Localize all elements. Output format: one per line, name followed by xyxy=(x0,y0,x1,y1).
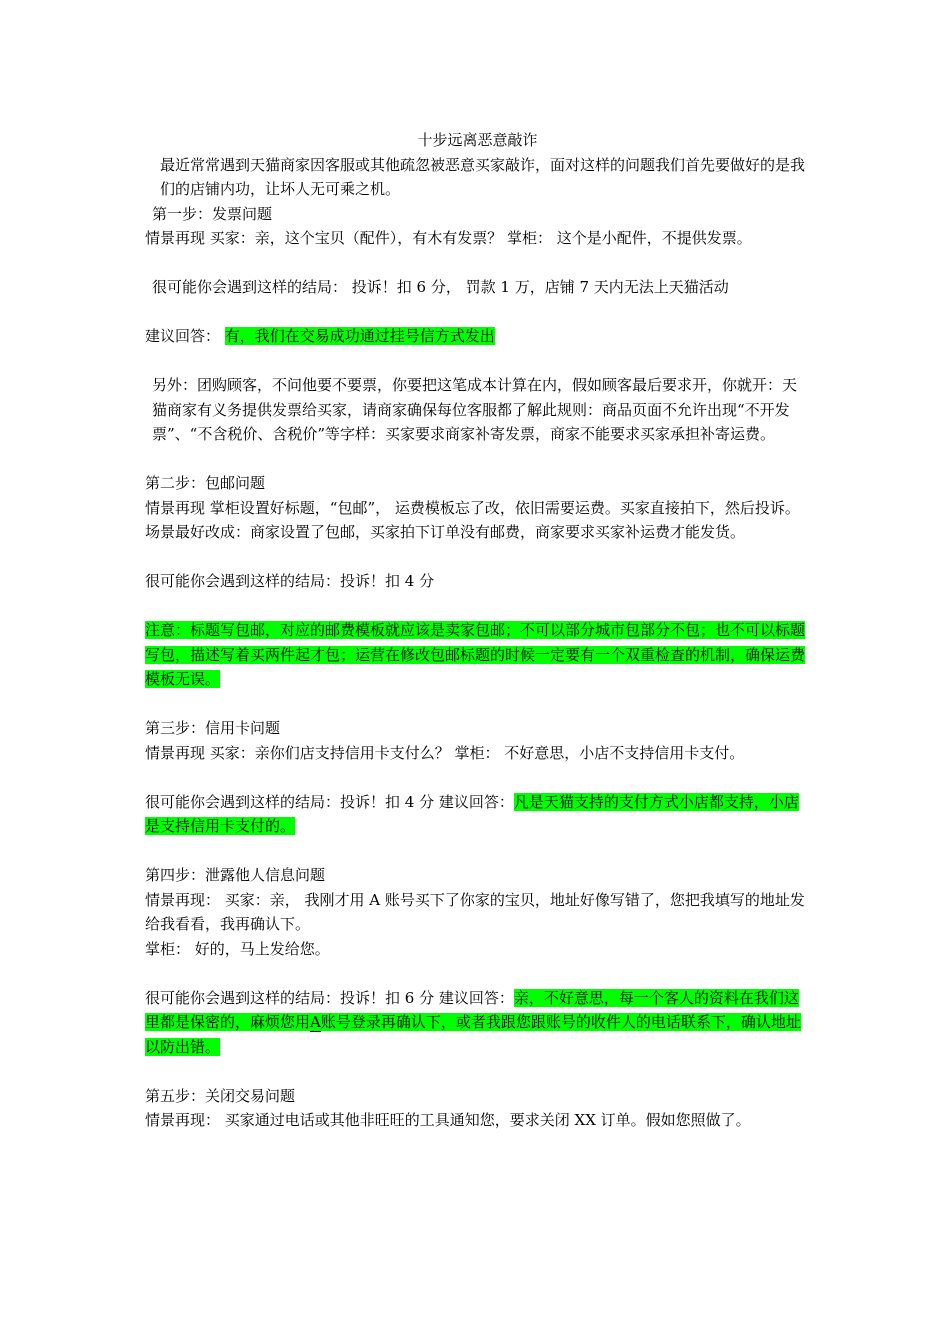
step1-extra: 另外：团购顾客，不问他要不要票，你要把这笔成本计算在内，假如顾客最后要求开，你就开：天猫商家有义务提供发票给买家，请商家确保每位客服都了解此规则：商品页面不允许出现“不开发票”、“不含税价、含税价”等字样：买家要求商家补寄发票，商家不能要求买家承担补寄运费。 xyxy=(152,376,798,443)
step4-advice-highlight-a: 亲，不好意思，每一个客人的资料在我们这里都是保密的，麻烦您用 xyxy=(145,988,799,1031)
step4-advice-highlight-b: 账号登录再确认下，或者我跟您跟账号的收件人的电话联系下，确认地址以防出错。 xyxy=(145,1013,801,1056)
step3-scene: 情景再现 买家：亲你们店支持信用卡支付么？ 掌柜： 不好意思，小店不支持信用卡支付。 xyxy=(145,743,745,762)
intro-paragraph: 最近常常遇到天猫商家因客服或其他疏忽被恶意买家敲诈，面对这样的问题我们首先要做好的是我们的店铺内功，让坏人无可乘之机。 xyxy=(160,155,806,198)
step1-advice-label: 建议回答： xyxy=(145,327,225,345)
step2-heading: 第二步：包邮问题 xyxy=(145,474,266,492)
step4-reply: 掌柜： 好的，马上发给您。 xyxy=(145,939,330,958)
step1-scene: 情景再现 买家：亲，这个宝贝（配件），有木有发票？ 掌柜： 这个是小配件，不提供发票。 xyxy=(145,229,752,247)
step4-scene: 情景再现： 买家：亲， 我刚才用 A 账号买下了你家的宝贝，地址好像写错了，您把我填写的地址发给我看看，我再确认下。 xyxy=(145,890,805,933)
step2-note xyxy=(145,618,810,692)
step2-scene: 情景再现 掌柜设置好标题，“包邮”， 运费模板忘了改，依旧需要运费。买家直接拍下，然后投诉。 xyxy=(145,498,800,517)
step1-advice-highlight: 有，我们在交易成功通过挂号信方式发出 xyxy=(224,327,495,345)
step4-heading: 第四步：泄露他人信息问题 xyxy=(145,866,326,884)
step1-heading: 第一步：发票问题 xyxy=(152,204,273,223)
step4-advice-mark: A xyxy=(310,1013,321,1031)
step3-advice xyxy=(145,790,810,839)
step3-result: 很可能你会遇到这样的结局：投诉！扣 4 分 建议回答： xyxy=(145,792,514,811)
step4-result: 很可能你会遇到这样的结局：投诉！扣 6 分 建议回答： xyxy=(145,988,514,1007)
step2-result: 很可能你会遇到这样的结局：投诉！扣 4 分 xyxy=(145,572,435,590)
step1-advice xyxy=(145,324,810,349)
step3-advice-highlight: 凡是天猫支持的支付方式小店都支持，小店是支持信用卡支付的。 xyxy=(145,792,799,835)
step4-advice xyxy=(145,986,810,1060)
step2-note-highlight: 注意：标题写包邮，对应的邮费模板就应该是卖家包邮；不可以部分城市包部分不包；也不可以标题写包，描述写着买两件起才包；运营在修改包邮标题的时候一定要有一个双重检查的机制，确保运费模板无误。 xyxy=(145,621,806,688)
step5-scene: 情景再现： 买家通过电话或其他非旺旺的工具通知您，要求关闭 XX 订单。假如您照做了。 xyxy=(145,1111,751,1129)
step1-result: 很可能你会遇到这样的结局： 投诉！扣 6 分， 罚款 1 万，店铺 7 天内无法上天猫活动 xyxy=(152,278,729,296)
step5-heading: 第五步：关闭交易问题 xyxy=(145,1086,296,1105)
document-body xyxy=(145,128,810,1133)
step2-better: 场景最好改成：商家设置了包邮，买家拍下订单没有邮费，商家要求买家补运费才能发货。 xyxy=(145,523,746,541)
step3-heading: 第三步：信用卡问题 xyxy=(145,719,281,737)
document-title: 十步远离恶意敲诈 xyxy=(417,131,538,149)
